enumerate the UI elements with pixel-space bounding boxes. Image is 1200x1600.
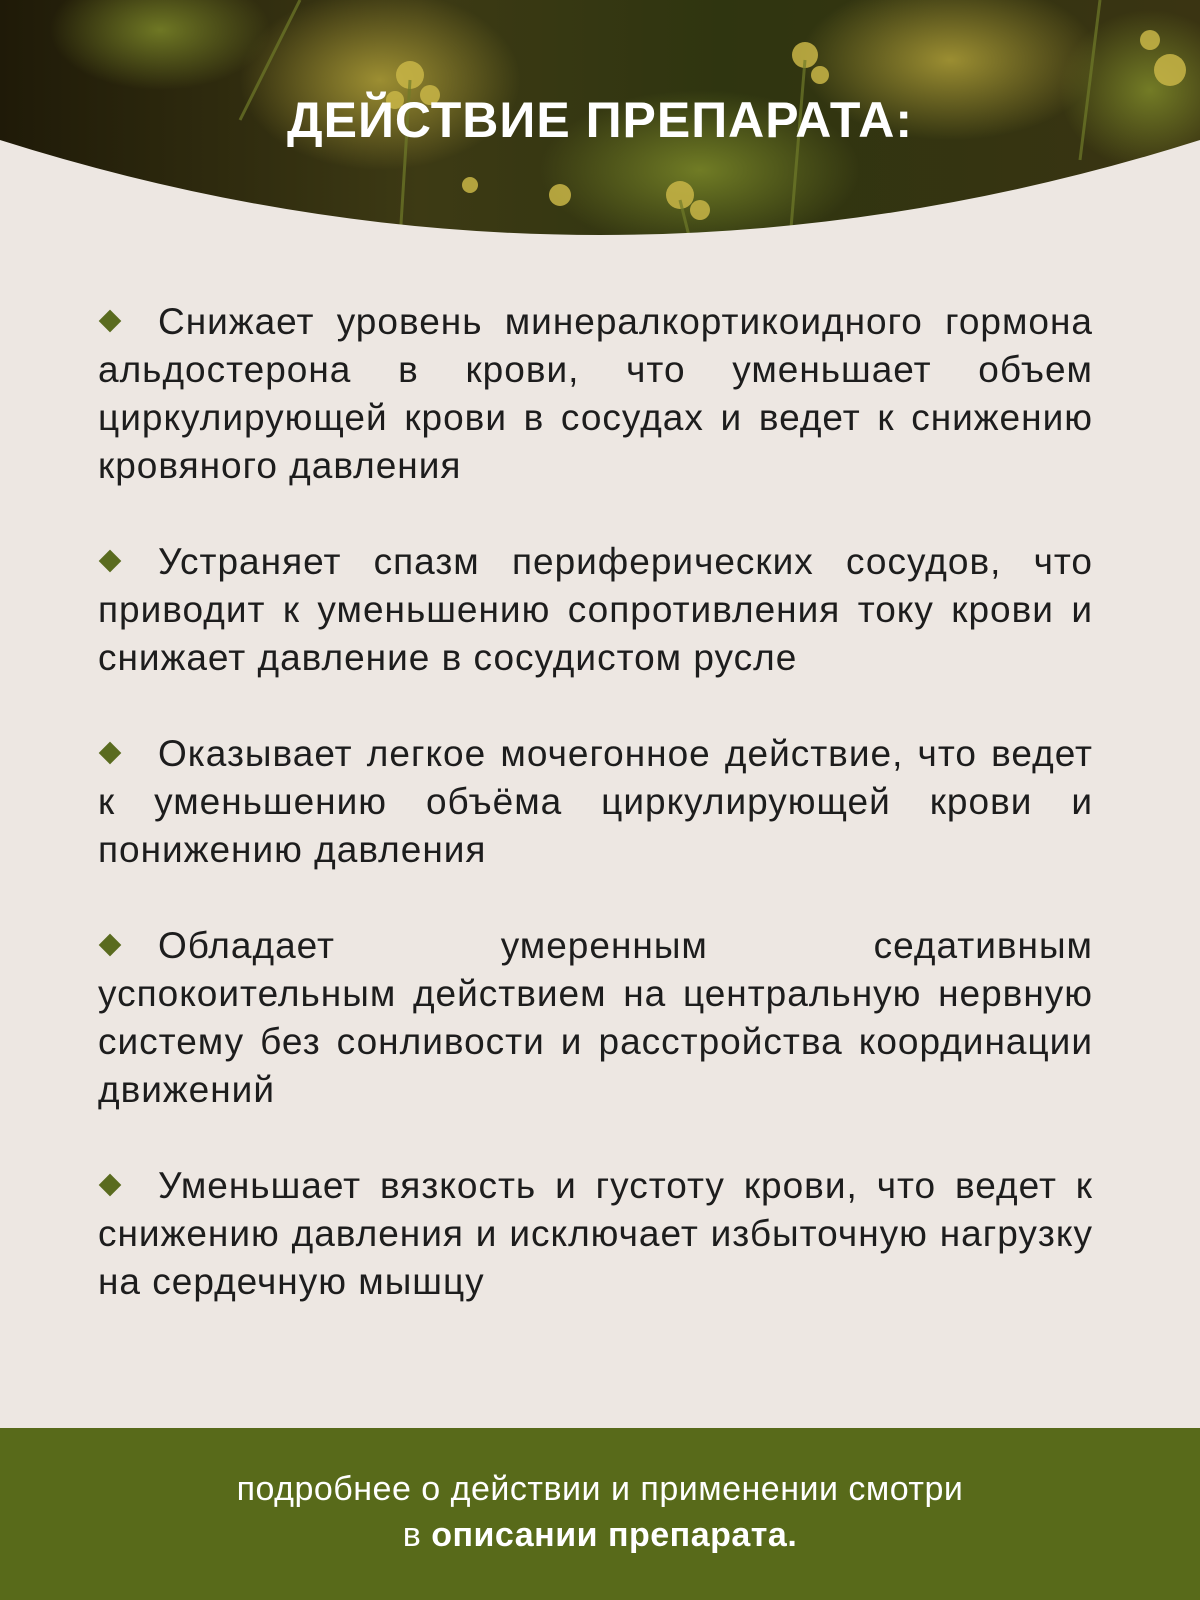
list-item	[98, 730, 1093, 874]
diamond-bullet-icon	[99, 934, 122, 957]
footer-banner	[0, 1428, 1200, 1600]
list-item-text: Снижает уровень минералкортикоидного гормона альдостерона в крови, что уменьшает объем циркулирующей крови в сосудах и ведет к снижению кровяного давления	[98, 301, 1093, 486]
list-item	[98, 538, 1093, 682]
effects-list	[98, 298, 1093, 1354]
footer-line-2	[0, 1512, 1200, 1558]
diamond-bullet-icon	[99, 310, 122, 333]
header-banner	[0, 0, 1200, 240]
list-item	[98, 1162, 1093, 1306]
footer-line-1: подробнее о действии и применении смотри	[236, 1470, 964, 1508]
list-item	[98, 922, 1093, 1114]
diamond-bullet-icon	[99, 550, 122, 573]
footer-prefix: в	[402, 1516, 422, 1554]
list-item-text: Устраняет спазм периферических сосудов, что приводит к уменьшению сопротивления току крови и снижает давление в сосудистом русле	[98, 541, 1093, 678]
footer-bold-text: описании препарата.	[431, 1516, 798, 1554]
list-item	[98, 298, 1093, 490]
list-item-text: Обладает умеренным седативным успокоительным действием на центральную нервную систему без сонливости и расстройства координации движений	[98, 925, 1093, 1110]
list-item-text: Уменьшает вязкость и густоту крови, что ведет к снижению давления и исключает избыточную нагрузку на сердечную мышцу	[98, 1165, 1093, 1302]
diamond-bullet-icon	[99, 742, 122, 765]
page-title: ДЕЙСТВИЕ ПРЕПАРАТА:	[286, 92, 913, 148]
list-item-text: Оказывает легкое мочегонное действие, что ведет к уменьшению объёма циркулирующей крови и понижению давления	[98, 733, 1093, 870]
diamond-bullet-icon	[99, 1174, 122, 1197]
